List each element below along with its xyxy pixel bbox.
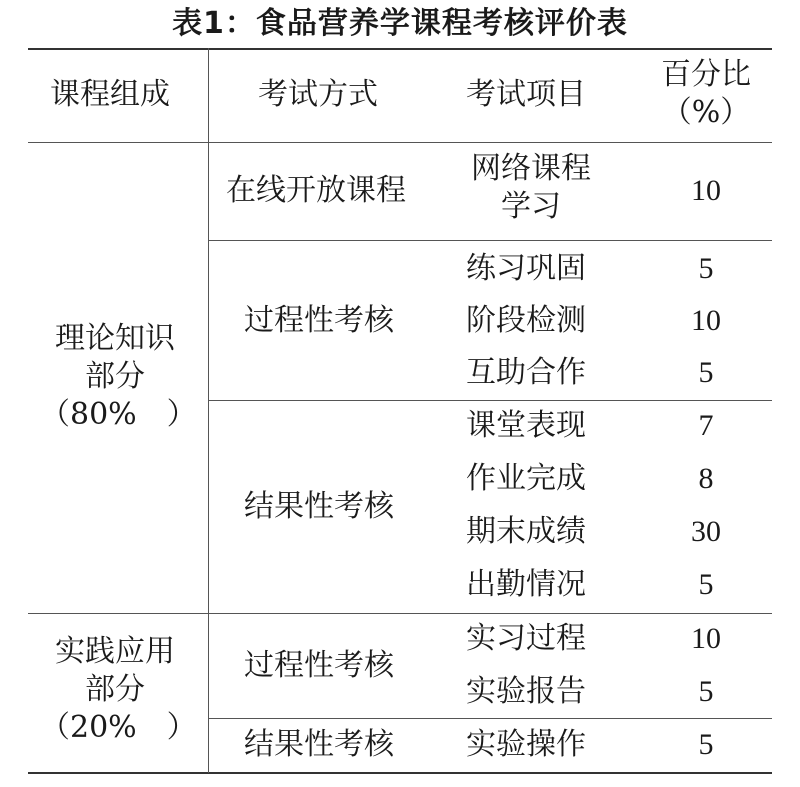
item-lab-operation: 实验操作 <box>466 727 586 762</box>
theory-label-line2: 部分 <box>85 359 145 394</box>
header-method: 考试方式 <box>258 77 378 112</box>
practice-section-label <box>40 633 197 747</box>
theory-label-line3: （80% ） <box>40 397 197 432</box>
practice-label-line1: 实践应用 <box>55 634 175 669</box>
bottom-rule <box>28 772 772 774</box>
method-online-course: 在线开放课程 <box>226 173 406 208</box>
theory-label-line1: 理论知识 <box>55 321 175 356</box>
header-item: 考试项目 <box>466 77 586 112</box>
percent-final-exam: 30 <box>691 515 721 548</box>
practice-label-line2: 部分 <box>85 672 145 707</box>
item-class-performance: 课堂表现 <box>466 408 586 443</box>
row-divider-practice <box>208 718 772 719</box>
percent-lab-report: 5 <box>698 675 714 708</box>
item-homework: 作业完成 <box>466 461 586 496</box>
method-practice-result: 结果性考核 <box>244 727 394 762</box>
method-theory-result: 结果性考核 <box>244 489 394 524</box>
header-rule <box>28 142 772 143</box>
item-mutual-cooperation: 互助合作 <box>466 355 586 390</box>
row-divider-online <box>208 240 772 241</box>
item-lab-report: 实验报告 <box>466 674 586 709</box>
percent-homework: 8 <box>698 462 714 495</box>
top-rule <box>28 48 772 50</box>
percent-practice-consolidation: 5 <box>698 252 714 285</box>
percent-lab-operation: 5 <box>698 728 714 761</box>
practice-label-line3: （20% ） <box>40 710 197 745</box>
row-divider-process <box>208 400 772 401</box>
item-online-study-line2: 学习 <box>501 189 561 224</box>
percent-online-study: 10 <box>691 174 721 207</box>
section-divider <box>28 613 772 614</box>
column-divider <box>208 48 209 773</box>
method-theory-process: 过程性考核 <box>244 303 394 338</box>
header-percent-line1: 百分比 <box>661 57 751 92</box>
item-online-study <box>456 150 606 226</box>
percent-internship: 10 <box>691 622 721 655</box>
percent-stage-test: 10 <box>691 304 721 337</box>
theory-section-label <box>40 320 197 434</box>
header-composition: 课程组成 <box>50 77 170 112</box>
percent-attendance: 5 <box>698 568 714 601</box>
table-title: 表1：食品营养学课程考核评价表 <box>172 6 628 41</box>
item-attendance: 出勤情况 <box>466 567 586 602</box>
item-internship: 实习过程 <box>466 621 586 656</box>
item-online-study-line1: 网络课程 <box>471 151 591 186</box>
method-practice-process: 过程性考核 <box>244 648 394 683</box>
header-percent <box>646 56 766 132</box>
item-practice-consolidation: 练习巩固 <box>466 251 586 286</box>
header-percent-line2: （%） <box>661 95 751 130</box>
item-final-exam: 期末成绩 <box>466 514 586 549</box>
percent-mutual-cooperation: 5 <box>698 356 714 389</box>
item-stage-test: 阶段检测 <box>466 303 586 338</box>
percent-class-performance: 7 <box>698 409 714 442</box>
